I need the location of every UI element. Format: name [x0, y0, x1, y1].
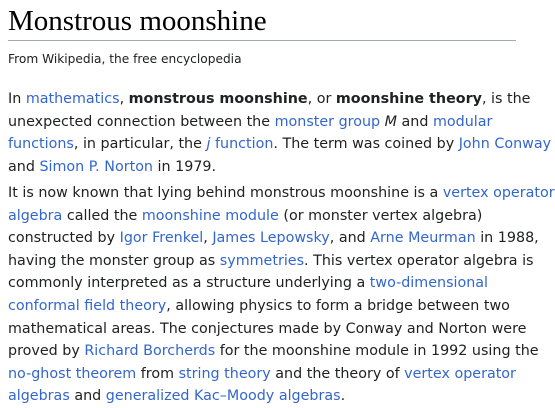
- link-moonshine-module[interactable]: moonshine module: [141, 207, 279, 224]
- text-run: constructed by: [8, 230, 120, 247]
- link-monster-group[interactable]: monster group: [274, 113, 381, 130]
- text-run: , and: [329, 230, 371, 247]
- text-run: , is the: [481, 91, 531, 107]
- text-run: from: [136, 365, 179, 382]
- text-run: , allowing physics to form a bridge between two: [166, 297, 510, 314]
- title-divider: [8, 40, 516, 41]
- text-run: In: [8, 91, 26, 107]
- text-run: and: [397, 113, 433, 130]
- text-line: [8, 182, 555, 205]
- link-vertex-operator[interactable]: vertex operator: [442, 185, 555, 201]
- link-functions[interactable]: functions: [8, 136, 74, 153]
- text-line: [8, 227, 539, 250]
- text-run: (or monster vertex algebra): [278, 207, 483, 224]
- text-run: mathematical areas. The conjectures made by Conway and Norton were: [8, 320, 527, 337]
- text-line: [8, 318, 527, 341]
- text-run: commonly interpreted as a structure underlying a: [8, 275, 370, 292]
- text-run: ,: [119, 91, 129, 107]
- link-string-theory[interactable]: string theory: [178, 365, 271, 382]
- text-line: [8, 88, 531, 111]
- text-line: [8, 272, 516, 295]
- text-run: , in particular, the: [73, 136, 207, 153]
- text-line: [8, 156, 516, 179]
- link-j[interactable]: j: [206, 136, 211, 153]
- text-run: for the moonshine module in 1992 using the: [215, 343, 539, 360]
- link-modular[interactable]: modular: [433, 113, 493, 130]
- link-generalized-kac-moody-algebras[interactable]: generalized Kac–Moody algebras: [105, 388, 341, 405]
- text-run: unexpected connection between the: [8, 113, 275, 130]
- page-title: Monstrous moonshine: [8, 5, 267, 37]
- text-line: [8, 133, 552, 156]
- link-simon-p-norton[interactable]: Simon P. Norton: [39, 158, 153, 175]
- text-line: [8, 295, 516, 318]
- site-tagline: From Wikipedia, the free encyclopedia: [8, 52, 242, 66]
- text-run: in 1979.: [153, 158, 217, 175]
- link-vertex-operator[interactable]: vertex operator: [404, 365, 516, 382]
- text-run: It is now known that lying behind monstrous moonshine is a: [8, 185, 443, 201]
- text-run: and: [8, 158, 40, 175]
- text-run: , or: [307, 91, 336, 107]
- text-run: .: [340, 388, 346, 405]
- link-no-ghost-theorem[interactable]: no-ghost theorem: [8, 365, 137, 382]
- link-two-dimensional[interactable]: two-dimensional: [369, 275, 489, 292]
- text-line: [8, 205, 516, 228]
- text-run: ,: [203, 230, 213, 247]
- bold-term: moonshine theory: [335, 91, 482, 107]
- text-run: M: [384, 113, 397, 130]
- paragraph-background: [8, 182, 555, 408]
- link-mathematics[interactable]: mathematics: [25, 91, 120, 107]
- text-run: and the theory of: [270, 365, 405, 382]
- paragraph-intro: [8, 88, 552, 178]
- text-line: [8, 340, 539, 363]
- text-run: called the: [62, 207, 142, 224]
- text-run: in 1988,: [475, 230, 539, 247]
- text-run: proved by: [8, 343, 85, 360]
- link-john-conway[interactable]: John Conway: [458, 136, 552, 153]
- link-richard-borcherds[interactable]: Richard Borcherds: [84, 343, 216, 360]
- link-igor-frenkel[interactable]: Igor Frenkel: [119, 230, 204, 247]
- text-run: . The term was coined by: [273, 136, 459, 153]
- link-arne-meurman[interactable]: Arne Meurman: [370, 230, 476, 247]
- link-conformal-field-theory[interactable]: conformal field theory: [8, 297, 167, 314]
- text-line: [8, 363, 516, 386]
- link-symmetries[interactable]: symmetries: [219, 252, 305, 269]
- text-line: [8, 250, 534, 273]
- link-james-lepowsky[interactable]: James Lepowsky: [212, 230, 330, 247]
- bold-term: monstrous moonshine: [128, 91, 308, 107]
- link-function[interactable]: function: [210, 136, 274, 153]
- text-run: . This vertex operator algebra is: [304, 252, 534, 269]
- text-run: and: [69, 388, 106, 405]
- link-algebras[interactable]: algebras: [8, 388, 70, 405]
- link-algebra[interactable]: algebra: [8, 207, 63, 224]
- text-line: [8, 111, 516, 134]
- text-line: [8, 385, 516, 408]
- text-run: having the monster group as: [8, 252, 220, 269]
